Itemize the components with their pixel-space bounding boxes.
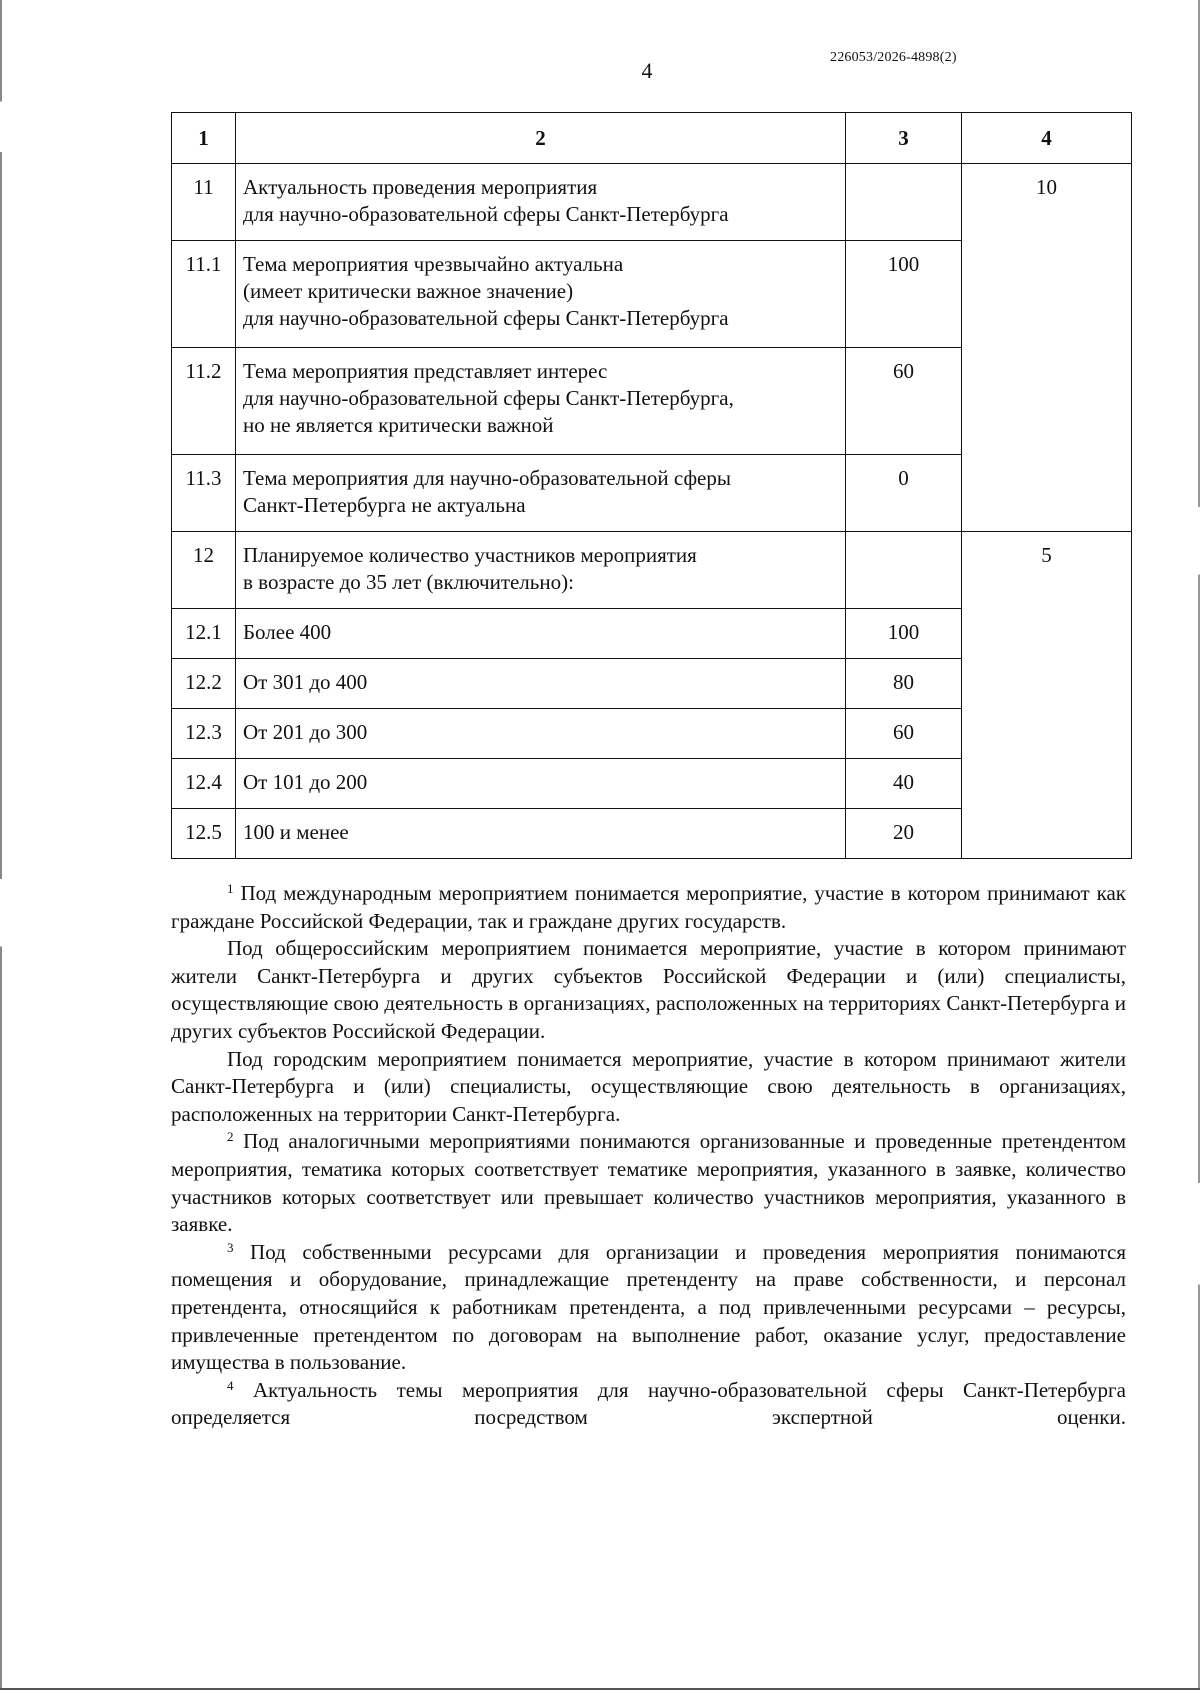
criterion-number: 12.4 [172, 759, 236, 809]
criterion-points: 80 [846, 659, 962, 709]
footnote-text: Под международным мероприятием понимается мероприятие, участие в котором принимают как граждане Российской Федерации, так и граждане других государств. [171, 881, 1126, 933]
criterion-points: 100 [846, 609, 962, 659]
criterion-points: 20 [846, 809, 962, 859]
criterion-number: 12.1 [172, 609, 236, 659]
criterion-number: 12 [172, 532, 236, 609]
footnote-paragraph [171, 935, 1126, 1045]
criterion-text: От 301 до 400 [236, 659, 846, 709]
criterion-number: 11.3 [172, 455, 236, 532]
header-col-4: 4 [962, 113, 1132, 164]
footnote-marker: 1 [227, 881, 234, 896]
criterion-text: 100 и менее [236, 809, 846, 859]
criterion-number: 11 [172, 164, 236, 241]
table-body [172, 164, 1132, 859]
criterion-weight: 5 [962, 532, 1132, 859]
footnote-text: Под городским мероприятием понимается мероприятие, участие в котором принимают жители Санкт-Петербурга и (или) специалисты, осуществляющие свою деятельность в организациях, расположенных на территории Санкт-Петербурга. [171, 1046, 1126, 1126]
header-col-1: 1 [172, 113, 236, 164]
criteria-table [171, 112, 1132, 859]
criterion-text: Тема мероприятия для научно-образовательной сферы Санкт-Петербурга не актуальна [236, 455, 846, 532]
table-header-row [172, 113, 1132, 164]
criterion-points [846, 532, 962, 609]
page-number: 4 [641, 58, 653, 83]
criterion-number: 12.3 [172, 709, 236, 759]
footnote-text: Под собственными ресурсами для организации и проведения мероприятия понимаются помещения и оборудование, принадлежащие претенденту на праве собственности, и персонал претендента, относящийся к работникам претендента, а под привлеченными ресурсами – ресурсы, привлеченные претендентом по договорам на выполнение работ, оказание услуг, предоставление имущества в пользование. [171, 1239, 1127, 1375]
footnotes [171, 880, 1126, 1432]
criterion-points: 100 [846, 241, 962, 348]
criterion-number: 11.2 [172, 348, 236, 455]
document-id: 226053/2026-4898(2) [830, 50, 957, 65]
criterion-points: 40 [846, 759, 962, 809]
criterion-text: Актуальность проведения мероприятия для научно-образовательной сферы Санкт-Петербурга [236, 164, 846, 241]
footnote-text: Под общероссийским мероприятием понимается мероприятие, участие в котором принимают жители Санкт-Петербурга и других субъектов Российской Федерации и (или) специалисты, осуществляющие свою деятельность в организациях, расположенных на территориях Санкт-Петербурга и других субъектов Российской Федерации. [171, 936, 1126, 1043]
footnote-paragraph [171, 1046, 1126, 1129]
criterion-text: От 101 до 200 [236, 759, 846, 809]
criterion-points: 60 [846, 348, 962, 455]
footnote-paragraph [171, 1377, 1126, 1432]
criterion-text: От 201 до 300 [236, 709, 846, 759]
footnote-marker: 3 [227, 1239, 234, 1255]
criterion-points: 0 [846, 455, 962, 532]
criterion-text: Планируемое количество участников мероприятия в возрасте до 35 лет (включительно): [236, 532, 846, 609]
table-row [172, 164, 1132, 241]
footnote-marker: 2 [227, 1129, 234, 1145]
criterion-text: Тема мероприятия представляет интерес для научно-образовательной сферы Санкт-Петербурга, но не является критически важной [236, 348, 846, 455]
criterion-text: Тема мероприятия чрезвычайно актуальна (имеет критически важное значение) для научно-образовательной сферы Санкт-Петербурга [236, 241, 846, 348]
criterion-number: 11.1 [172, 241, 236, 348]
criterion-weight: 10 [962, 164, 1132, 532]
criterion-points: 60 [846, 709, 962, 759]
footnote-paragraph [171, 1128, 1126, 1238]
criterion-number: 12.2 [172, 659, 236, 709]
footnote-paragraph [171, 1239, 1126, 1377]
footnote-text: Под аналогичными мероприятиями понимаются организованные и проведенные претендентом мероприятия, тематика которых соответствует тематике мероприятия, указанного в заявке, количество участников которых соответствует или превышает количество участников мероприятия, указанного в заявке. [171, 1129, 1127, 1237]
footnote-marker: 4 [227, 1377, 234, 1393]
criterion-points [846, 164, 962, 241]
criterion-text: Более 400 [236, 609, 846, 659]
footnote-text: Актуальность темы мероприятия для научно-образовательной сферы Санкт-Петербурга определяется посредством экспертной оценки. [171, 1377, 1126, 1430]
header-col-3: 3 [846, 113, 962, 164]
table-row [172, 532, 1132, 609]
scan-edge-left [0, 0, 2, 1690]
criterion-number: 12.5 [172, 809, 236, 859]
footnote-paragraph [171, 880, 1126, 935]
header-col-2: 2 [236, 113, 846, 164]
